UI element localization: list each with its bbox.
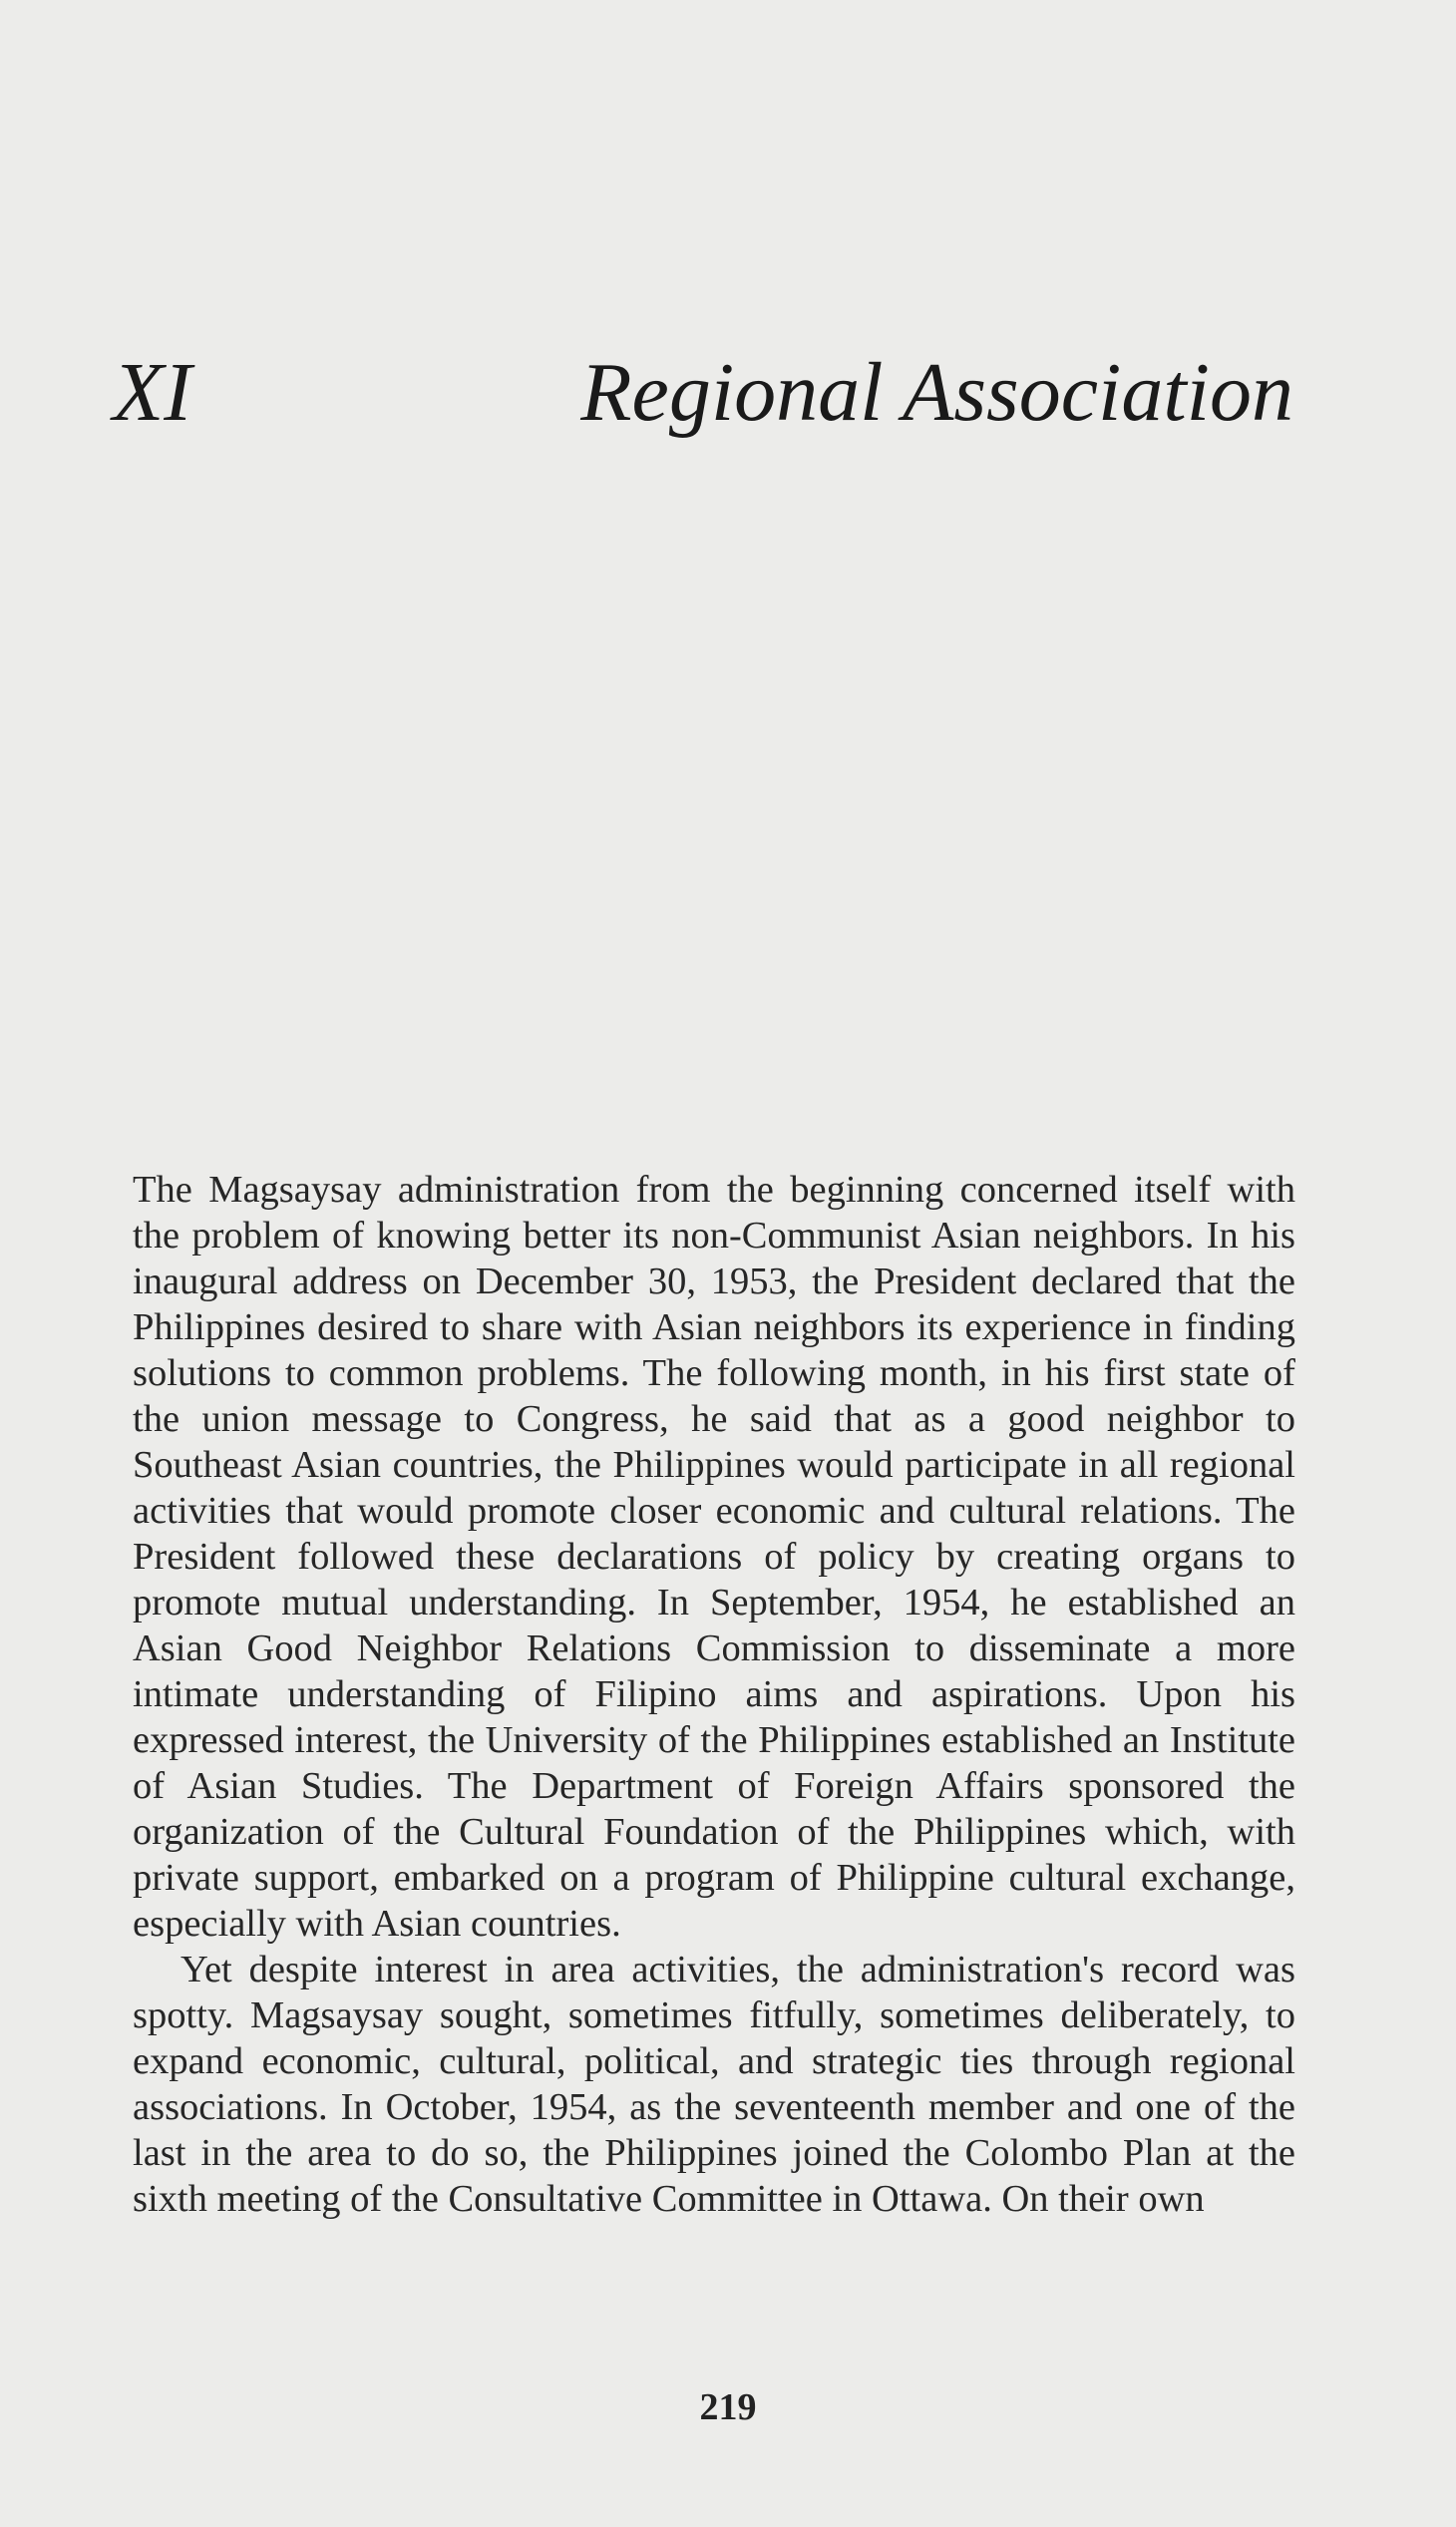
paragraph-2: Yet despite interest in area activities, the administration's record was spotty. Magsaysay sought, sometimes fitfully, sometimes deliberately, to expand economic, cultural, political, and strategic ties through regional associations. In October, 1954, as the seventeenth member and one of the last in the area to do so, the Philippines joined the Colombo Plan at the sixth meeting of the Consultative Committee in Ottawa. On their own: [133, 1949, 1295, 2220]
paragraph-1: The Magsaysay administration from the beginning concerned itself with the problem of knowing better its non-Communist Asian neighbors. In his inaugural address on December 30, 1953, the President declared that the Philippines desired to share with Asian neighbors its experience in finding solutions to common problems. The following month, in his first state of the union message to Congress, he said that as a good neighbor to Southeast Asian countries, the Philippines would participate in all regional activities that would promote closer economic and cultural relations. The President followed these declarations of policy by creating organs to promote mutual understanding. In September, 1954, he established an Asian Good Neighbor Relations Commission to disseminate a more intimate understanding of Filipino aims and aspirations. Upon his expressed interest, the University of the Philippines established an Institute of Asian Studies. The Department of Foreign Affairs sponsored the organization of the Cultural Foundation of the Philippines which, with private support, embarked on a program of Philippine cultural exchange, especially with Asian countries.: [133, 1169, 1295, 1945]
chapter-title: Regional Association: [580, 346, 1293, 439]
chapter-number: XI: [113, 346, 192, 439]
page-number: 219: [699, 2386, 757, 2428]
body-text: [133, 1167, 1295, 2222]
